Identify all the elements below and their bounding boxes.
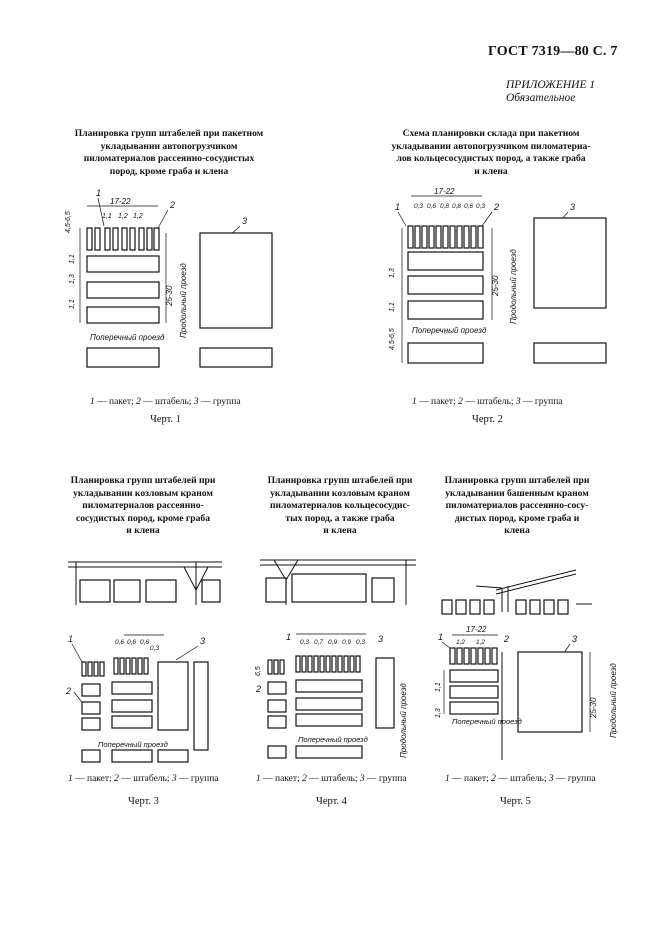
svg-text:1,1: 1,1	[69, 299, 76, 309]
svg-text:1: 1	[286, 632, 292, 642]
figure-1-num-2: 2	[170, 200, 176, 210]
svg-text:0,8: 0,8	[452, 203, 462, 210]
svg-text:2: 2	[504, 634, 510, 644]
svg-text:1,1: 1,1	[389, 302, 396, 312]
figure-1-num-3: 3	[242, 216, 248, 226]
svg-text:0,9: 0,9	[342, 639, 352, 646]
svg-text:1,2: 1,2	[456, 639, 466, 646]
svg-text:3: 3	[570, 202, 576, 212]
figure-1-legend: 1 — пакет; 2 — штабель; 3 — группа	[90, 397, 241, 407]
svg-text:6,5: 6,5	[255, 666, 262, 676]
appendix-title: ПРИЛОЖЕНИЕ 1	[506, 79, 596, 91]
svg-text:1,2: 1,2	[476, 639, 486, 646]
figure-1-title: Планировка групп штабелей при пакетном укладывании автопогрузчиком пиломатериалов рассеянно-сосудистых пород, кроме граба и клена	[74, 128, 264, 177]
figure-5-caption: Черт. 5	[500, 796, 531, 807]
svg-text:4,5-6,5: 4,5-6,5	[65, 211, 72, 233]
svg-text:Поперечный проезд: Поперечный проезд	[298, 735, 368, 744]
figure-4-diagram	[256, 550, 426, 770]
figure-1-stack	[87, 256, 159, 272]
figure-1-cross-aisle: Поперечный проезд	[90, 333, 165, 342]
figure-1-num-1: 1	[96, 188, 102, 198]
svg-text:2: 2	[66, 686, 72, 696]
svg-text:1: 1	[68, 634, 74, 644]
svg-text:Продольный проезд: Продольный проезд	[399, 683, 408, 758]
svg-text:0,9: 0,9	[328, 639, 338, 646]
svg-text:Поперечный проезд: Поперечный проезд	[452, 717, 522, 726]
page-header: ГОСТ 7319—80 С. 7	[488, 44, 618, 59]
figure-1-caption: Черт. 1	[150, 414, 181, 425]
figure-3-title: Планировка групп штабелей при укладывании козловым краном пиломатериалов рассеянно- сосудистых пород, кроме граба и клена	[70, 475, 216, 537]
svg-text:1,3: 1,3	[69, 274, 76, 284]
svg-text:0,6: 0,6	[115, 639, 125, 646]
svg-text:1,1: 1,1	[69, 254, 76, 264]
svg-text:2: 2	[494, 202, 500, 212]
svg-text:0,6: 0,6	[427, 203, 437, 210]
svg-text:0,3: 0,3	[414, 203, 424, 210]
figure-2-diagram	[384, 188, 624, 388]
svg-text:Продольный проезд: Продольный проезд	[509, 249, 518, 324]
svg-text:Поперечный проезд: Поперечный проезд	[98, 740, 168, 749]
svg-text:0,6: 0,6	[464, 203, 474, 210]
svg-text:3: 3	[572, 634, 578, 644]
svg-text:17-22: 17-22	[434, 187, 455, 196]
figure-4-caption: Черт. 4	[316, 796, 347, 807]
figure-3-legend: 1 — пакет; 2 — штабель; 3 — группа	[68, 774, 219, 784]
figure-1-group	[200, 233, 272, 328]
figure-4-legend: 1 — пакет; 2 — штабель; 3 — группа	[256, 774, 407, 784]
figure-5-tower-crane	[442, 570, 592, 614]
svg-text:25-30: 25-30	[165, 285, 174, 306]
svg-text:Продольный проезд: Продольный проезд	[609, 663, 618, 738]
svg-text:0,7: 0,7	[314, 639, 324, 646]
svg-text:1,2: 1,2	[118, 213, 128, 220]
svg-text:1,1: 1,1	[435, 682, 442, 692]
svg-text:1,3: 1,3	[389, 268, 396, 278]
svg-text:Поперечный проезд: Поперечный проезд	[412, 326, 487, 335]
figure-3-caption: Черт. 3	[128, 796, 159, 807]
figure-5-legend: 1 — пакет; 2 — штабель; 3 — группа	[445, 774, 596, 784]
svg-text:1: 1	[395, 202, 401, 212]
figure-4-title: Планировка групп штабелей при укладывании козловым краном пиломатериалов кольцесосудис- тых пород, а также граба и клена	[267, 475, 413, 537]
svg-text:0,6: 0,6	[127, 639, 137, 646]
figure-1-span-label: 17-22	[110, 197, 131, 206]
figure-1-packets	[87, 228, 159, 250]
figure-5-title: Планировка групп штабелей при укладывании башенным краном пиломатериалов рассеянно-сосу- дистых пород, кроме граба и клена	[444, 475, 590, 537]
figure-3-crane	[68, 562, 222, 605]
svg-text:25-30: 25-30	[589, 697, 598, 718]
figure-5-diagram	[436, 560, 626, 770]
svg-text:1,2: 1,2	[133, 213, 143, 220]
svg-text:4,5-6,5: 4,5-6,5	[389, 328, 396, 350]
svg-text:25-30: 25-30	[491, 275, 500, 296]
figure-1-diagram	[60, 188, 300, 388]
figure-4-crane	[260, 560, 416, 605]
appendix-subtitle: Обязательное	[506, 92, 576, 104]
svg-text:2: 2	[256, 684, 262, 694]
svg-text:1: 1	[438, 632, 444, 642]
svg-text:0,3: 0,3	[150, 645, 160, 652]
svg-text:0,3: 0,3	[356, 639, 366, 646]
svg-text:0,3: 0,3	[300, 639, 310, 646]
figure-3-diagram	[66, 550, 226, 770]
figure-2-legend: 1 — пакет; 2 — штабель; 3 — группа	[412, 397, 563, 407]
svg-text:3: 3	[200, 636, 206, 646]
figure-1-long-aisle: Продольный проезд	[179, 263, 188, 338]
svg-text:3: 3	[378, 634, 384, 644]
svg-text:0,3: 0,3	[476, 203, 486, 210]
svg-text:0,8: 0,8	[440, 203, 450, 210]
svg-text:0,6: 0,6	[140, 639, 150, 646]
figure-2-caption: Черт. 2	[472, 414, 503, 425]
svg-text:17-22: 17-22	[466, 625, 487, 634]
svg-text:1,3: 1,3	[435, 708, 442, 718]
svg-text:1,1: 1,1	[102, 213, 112, 220]
figure-2-title: Схема планировки склада при пакетном укладывании автопогрузчиком пиломатериа- лов кольцесосудистых пород, а также граба и клена	[391, 128, 591, 177]
